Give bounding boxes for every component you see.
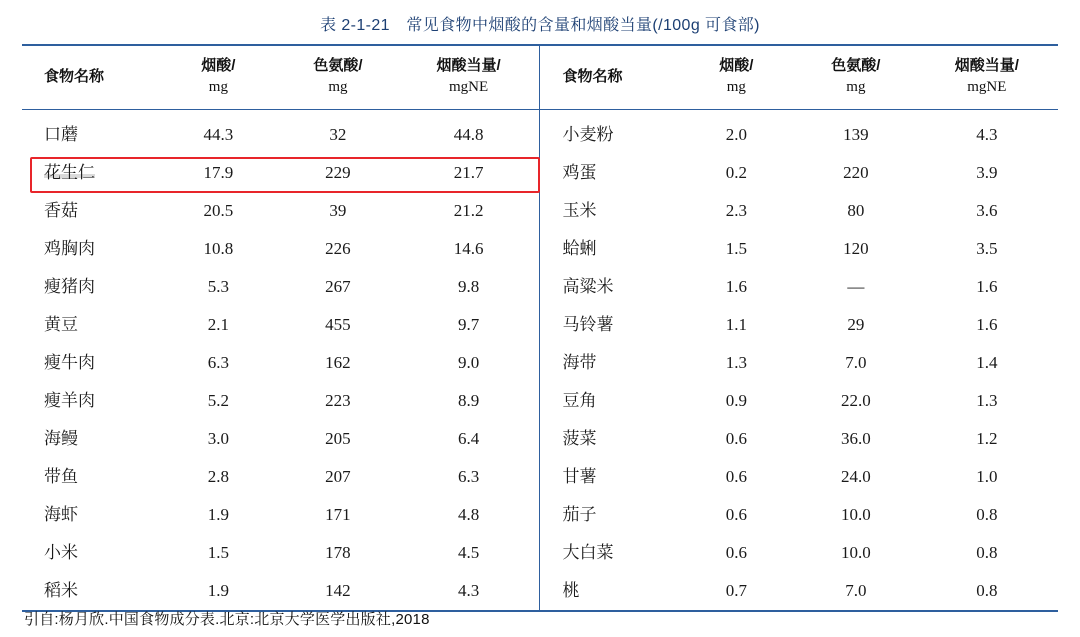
cell-niacin-equivalent: 9.7	[457, 315, 480, 334]
cell-niacin: 0.6	[725, 429, 747, 448]
cell-niacin-equivalent: 14.6	[453, 239, 484, 258]
header-label: 色氨酸/	[831, 57, 881, 74]
cell-food-name: 大白菜	[540, 534, 677, 572]
table-row	[22, 572, 1058, 610]
cell-tryptophan: 229	[325, 163, 351, 182]
cell-tryptophan: 32	[329, 125, 347, 144]
table-row	[22, 496, 1058, 534]
header-unit: mg	[726, 78, 746, 95]
header-label: 色氨酸/	[313, 57, 363, 74]
cell-niacin-equivalent: 6.3	[457, 467, 480, 486]
header-tryptophan-right	[796, 46, 916, 109]
cell-niacin-equivalent: 1.3	[976, 391, 998, 410]
cell-tryptophan: 139	[843, 125, 869, 144]
cell-tryptophan: 10.0	[841, 505, 871, 524]
cell-tryptophan: 205	[325, 429, 351, 448]
cell-food-name: 甘薯	[540, 458, 677, 496]
header-niacin-equivalent-left	[398, 46, 540, 109]
cell-niacin: 0.6	[725, 505, 747, 524]
header-unit: mg	[846, 78, 866, 95]
cell-niacin: 2.3	[725, 201, 747, 220]
cell-food-name: 瘦羊肉	[44, 391, 95, 410]
cell-niacin-equivalent: 1.6	[976, 277, 998, 296]
header-unit: mg	[208, 78, 228, 95]
header-label: 烟酸当量/	[954, 57, 1019, 74]
header-unit: mg	[328, 78, 348, 95]
cell-tryptophan: 223	[325, 391, 351, 410]
table-row	[22, 154, 1058, 192]
header-unit: mgNE	[967, 78, 1007, 95]
cell-niacin: 1.9	[207, 505, 229, 524]
cell-niacin-equivalent: 3.5	[976, 239, 998, 258]
cell-niacin: 0.9	[725, 391, 747, 410]
cell-niacin-equivalent: 1.0	[976, 467, 998, 486]
table-body	[22, 109, 1058, 610]
table-row	[22, 534, 1058, 572]
cell-food-name: 马铃薯	[540, 306, 677, 344]
cell-niacin: 10.8	[203, 239, 234, 258]
cell-tryptophan: 171	[325, 505, 351, 524]
cell-tryptophan: 162	[325, 353, 351, 372]
header-label: 烟酸当量/	[436, 57, 501, 74]
cell-food-name: 蛤蜊	[540, 230, 677, 268]
cell-niacin-equivalent: 3.9	[976, 163, 998, 182]
cell-food-name: 稻米	[44, 581, 78, 600]
table-row	[22, 458, 1058, 496]
cell-tryptophan: 226	[325, 239, 351, 258]
cell-tryptophan: 29	[847, 315, 865, 334]
cell-tryptophan: 7.0	[845, 581, 867, 600]
header-niacin-right	[677, 46, 797, 109]
cell-niacin-equivalent: 0.8	[976, 505, 998, 524]
table-row	[22, 230, 1058, 268]
cell-niacin-equivalent: 9.8	[457, 277, 480, 296]
cell-niacin: 1.1	[725, 315, 747, 334]
cell-food-name: 鸡胸肉	[44, 239, 95, 258]
annotated-food-name: 花生仁	[44, 163, 95, 182]
cell-food-name: 鸡蛋	[540, 154, 677, 192]
cell-niacin-equivalent: 4.3	[976, 125, 998, 144]
cell-tryptophan: 24.0	[841, 467, 871, 486]
table-head	[22, 46, 1058, 109]
cell-niacin-equivalent: 4.8	[457, 505, 480, 524]
cell-tryptophan: 80	[847, 201, 865, 220]
cell-food-name: 海鳗	[44, 429, 78, 448]
header-tryptophan-left	[278, 46, 398, 109]
cell-niacin-equivalent: 6.4	[457, 429, 480, 448]
cell-niacin-equivalent: 44.8	[453, 125, 484, 144]
cell-food-name	[22, 154, 159, 192]
cell-niacin: 5.3	[207, 277, 229, 296]
cell-tryptophan: 142	[325, 581, 351, 600]
cell-food-name: 带鱼	[44, 467, 78, 486]
cell-niacin: 20.5	[203, 201, 234, 220]
cell-niacin: 6.3	[207, 353, 229, 372]
cell-food-name: 豆角	[540, 382, 677, 420]
cell-niacin: 0.7	[725, 581, 747, 600]
header-food-name-left	[22, 46, 159, 109]
cell-niacin-equivalent: 1.2	[976, 429, 998, 448]
cell-food-name: 菠菜	[540, 420, 677, 458]
cell-tryptophan: 36.0	[841, 429, 871, 448]
cell-food-name: 海虾	[44, 505, 78, 524]
cell-food-name: 瘦牛肉	[44, 353, 95, 372]
header-niacin-equivalent-right	[916, 46, 1058, 109]
cell-food-name: 瘦猪肉	[44, 277, 95, 296]
table-row	[22, 192, 1058, 230]
cell-niacin-equivalent: 9.0	[457, 353, 480, 372]
cell-food-name: 玉米	[540, 192, 677, 230]
table-row	[22, 420, 1058, 458]
cell-niacin: 3.0	[207, 429, 229, 448]
cell-niacin: 1.5	[725, 239, 747, 258]
cell-tryptophan: 455	[325, 315, 351, 334]
cell-niacin-equivalent: 4.3	[457, 581, 480, 600]
cell-food-name: 小麦粉	[540, 109, 677, 154]
cell-food-name: 高粱米	[540, 268, 677, 306]
header-unit: mgNE	[448, 78, 489, 95]
cell-niacin: 2.0	[725, 125, 747, 144]
cell-niacin: 5.2	[207, 391, 229, 410]
cell-niacin-equivalent: 4.5	[457, 543, 480, 562]
cell-niacin: 0.6	[725, 467, 747, 486]
cell-tryptophan: 220	[843, 163, 869, 182]
cell-niacin: 2.8	[207, 467, 229, 486]
table-caption: 表 2-1-21 常见食物中烟酸的含量和烟酸当量(/100g 可食部)	[320, 17, 760, 34]
cell-tryptophan: 7.0	[845, 353, 867, 372]
table-row	[22, 382, 1058, 420]
cell-niacin-equivalent: 21.7	[453, 163, 484, 182]
table-row	[22, 268, 1058, 306]
cell-niacin: 1.6	[725, 277, 747, 296]
source-citation: 引自:杨月欣.中国食物成分表.北京:北京大学医学出版社,2018	[24, 611, 430, 628]
cell-tryptophan: 120	[843, 239, 869, 258]
cell-niacin: 1.9	[207, 581, 229, 600]
nutrition-table	[22, 46, 1058, 610]
cell-niacin-equivalent: 1.6	[976, 315, 998, 334]
cell-food-name: 海带	[540, 344, 677, 382]
cell-tryptophan: 39	[329, 201, 347, 220]
header-label: 烟酸/	[719, 57, 754, 74]
cell-food-name: 桃	[540, 572, 677, 610]
cell-tryptophan: 207	[325, 467, 351, 486]
cell-niacin-equivalent: 8.9	[457, 391, 480, 410]
cell-food-name: 口蘑	[44, 125, 78, 144]
cell-niacin: 1.3	[725, 353, 747, 372]
cell-tryptophan: 22.0	[841, 391, 871, 410]
cell-niacin: 0.2	[725, 163, 747, 182]
cell-niacin-equivalent: 0.8	[976, 581, 998, 600]
cell-niacin: 0.6	[725, 543, 747, 562]
cell-niacin: 17.9	[203, 163, 234, 182]
cell-niacin-equivalent: 3.6	[976, 201, 998, 220]
header-label: 食物名称	[562, 67, 623, 85]
cell-tryptophan: —	[847, 277, 865, 296]
cell-tryptophan: 178	[325, 543, 351, 562]
table-row	[22, 306, 1058, 344]
cell-tryptophan: 10.0	[841, 543, 871, 562]
header-label: 食物名称	[44, 67, 105, 85]
cell-niacin-equivalent: 1.4	[976, 353, 998, 372]
cell-niacin: 2.1	[207, 315, 229, 334]
header-food-name-right	[540, 46, 677, 109]
header-label: 烟酸/	[201, 57, 236, 74]
cell-food-name: 茄子	[540, 496, 677, 534]
table-row	[22, 109, 1058, 154]
cell-niacin-equivalent: 0.8	[976, 543, 998, 562]
cell-food-name: 小米	[44, 543, 78, 562]
cell-niacin: 44.3	[203, 125, 234, 144]
cell-food-name: 香菇	[44, 201, 78, 220]
cell-niacin: 1.5	[207, 543, 229, 562]
cell-food-name: 黄豆	[44, 315, 78, 334]
cell-niacin-equivalent: 21.2	[453, 201, 484, 220]
table-row	[22, 344, 1058, 382]
nutrition-table-wrapper	[22, 44, 1058, 612]
header-niacin-left	[159, 46, 279, 109]
cell-tryptophan: 267	[325, 277, 351, 296]
